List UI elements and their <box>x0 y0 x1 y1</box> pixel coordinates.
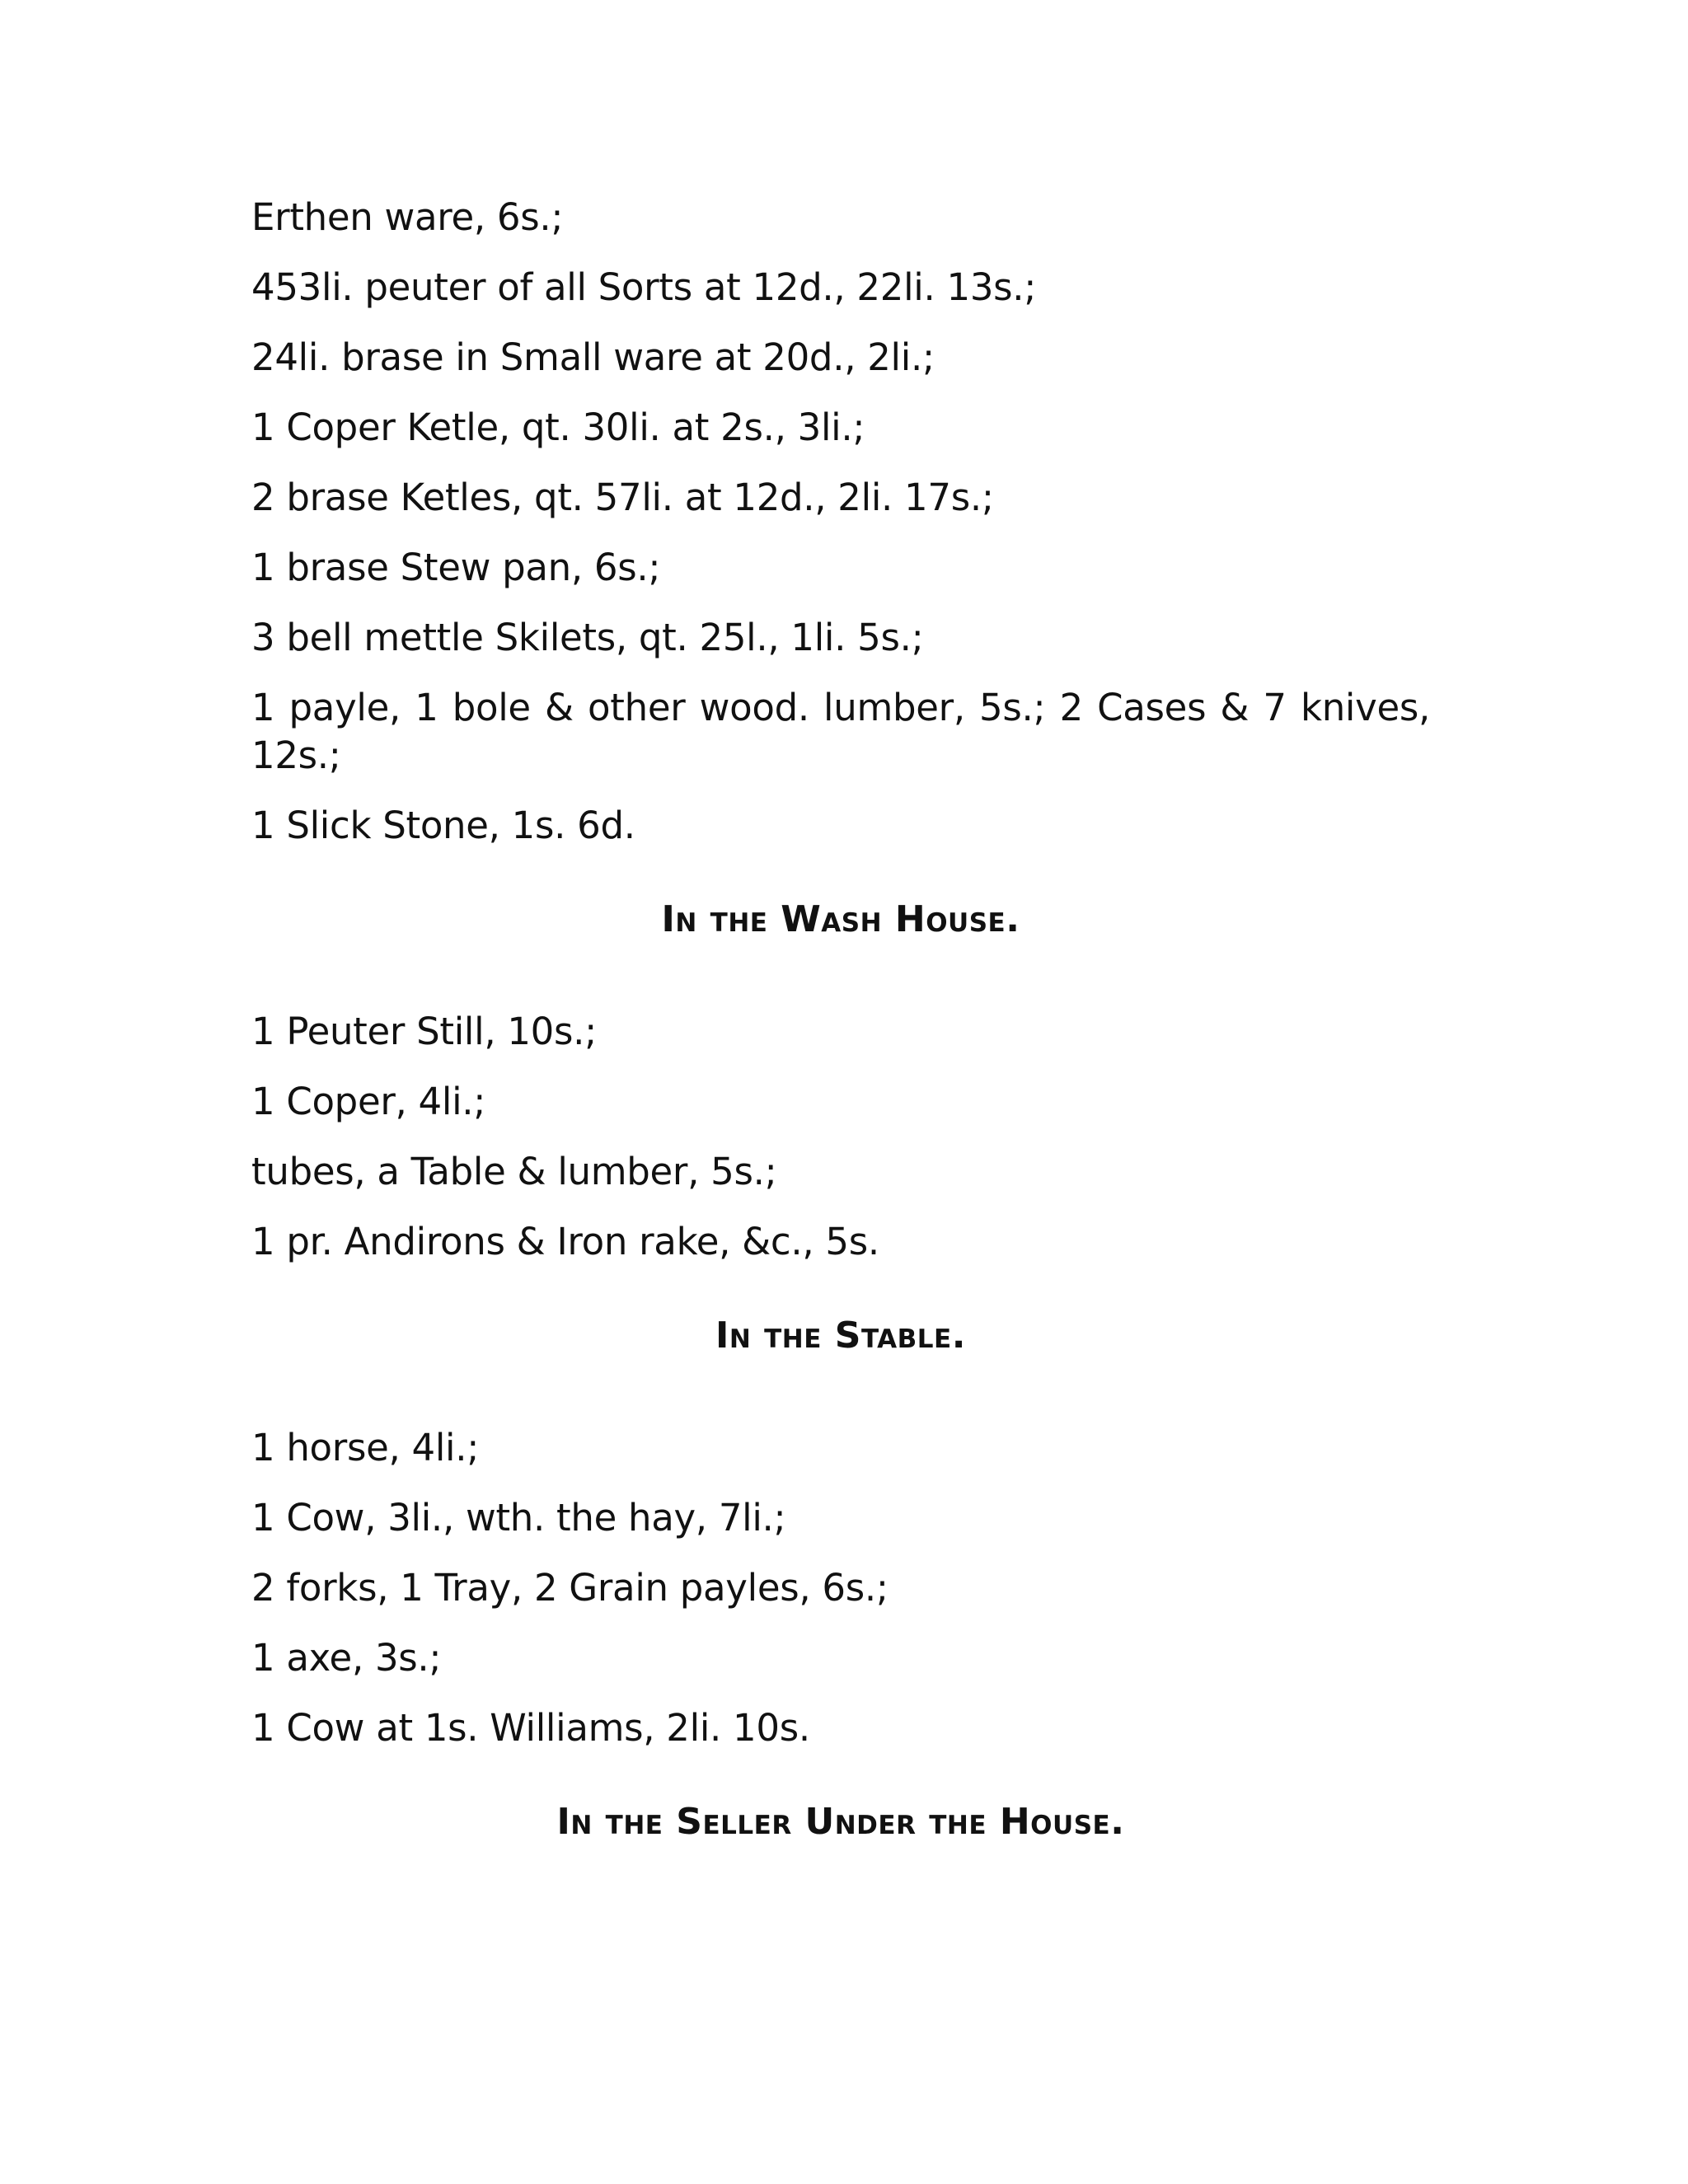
section-heading-wash-house: In the Wash House. <box>661 898 1020 940</box>
section-heading-seller: In the Seller Under the House. <box>556 1801 1125 1843</box>
wash-house-items-list <box>251 1008 1430 1266</box>
stable-items-list <box>251 1424 1430 1752</box>
inventory-entry: 2 brase Ketles, qt. 57li. at 12d., 2li. 17s.; <box>251 476 994 519</box>
inventory-entry: 1 brase Stew pan, 6s.; <box>251 546 661 589</box>
inventory-entry: 1 axe, 3s.; <box>251 1636 442 1680</box>
section-heading-stable: In the Stable. <box>715 1315 966 1357</box>
document-page <box>251 194 1430 1846</box>
inventory-entry: 1 Cow at 1s. Williams, 2li. 10s. <box>251 1706 810 1750</box>
inventory-entry: 24li. brase in Small ware at 20d., 2li.; <box>251 335 935 379</box>
inventory-entry: 1 Coper Ketle, qt. 30li. at 2s., 3li.; <box>251 405 865 449</box>
inventory-entry: 1 Slick Stone, 1s. 6d. <box>251 804 635 847</box>
inventory-entry: 3 bell mettle Skilets, qt. 25l., 1li. 5s.; <box>251 616 924 659</box>
inventory-entry: tubes, a Table & lumber, 5s.; <box>251 1150 777 1193</box>
inventory-entry: 1 horse, 4li.; <box>251 1426 480 1469</box>
inventory-entry: 1 pr. Andirons & Iron rake, &c., 5s. <box>251 1220 879 1263</box>
inventory-entry: 2 forks, 1 Tray, 2 Grain payles, 6s.; <box>251 1566 889 1610</box>
inventory-entry: 1 payle, 1 bole & other wood. lumber, 5s.; 2 Cases & 7 knives, 12s.; <box>251 686 1430 777</box>
inventory-entry: 453li. peuter of all Sorts at 12d., 22li. 13s.; <box>251 265 1037 309</box>
inventory-entry: 1 Coper, 4li.; <box>251 1080 486 1123</box>
kitchen-items-list <box>251 194 1430 850</box>
inventory-entry: 1 Peuter Still, 10s.; <box>251 1010 598 1053</box>
inventory-entry: Erthen ware, 6s.; <box>251 195 564 239</box>
inventory-entry: 1 Cow, 3li., wth. the hay, 7li.; <box>251 1496 786 1540</box>
